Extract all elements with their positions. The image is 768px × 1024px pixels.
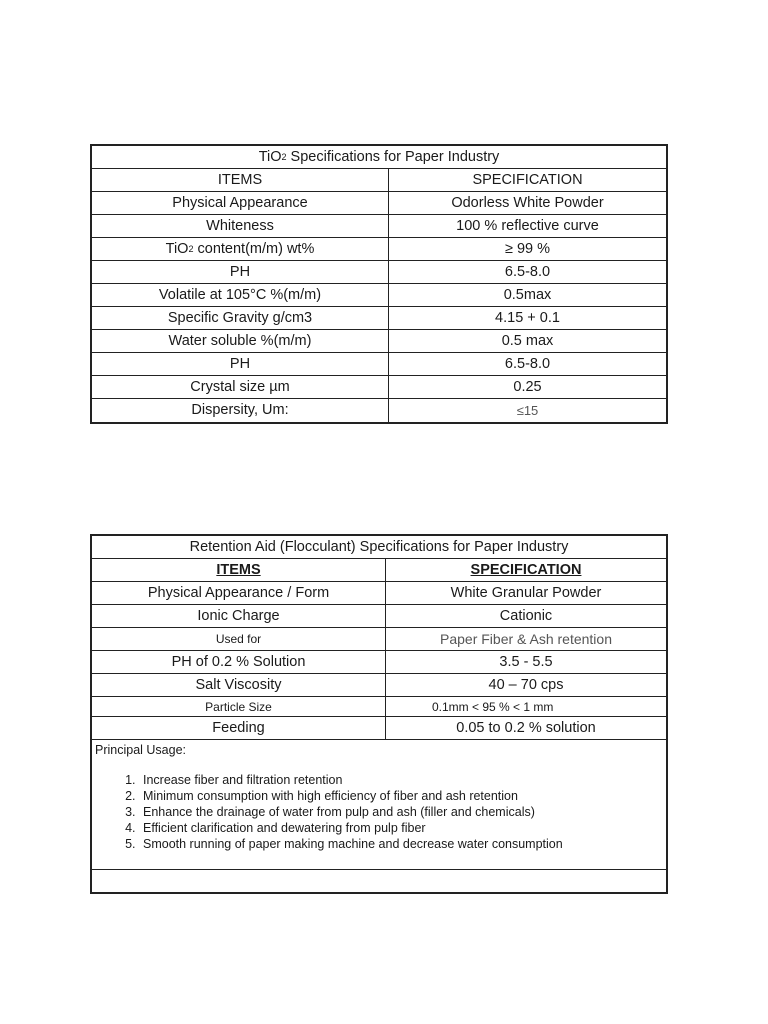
item-cell [92, 238, 389, 260]
specification-header: SPECIFICATION [470, 561, 582, 578]
usage-heading: Principal Usage: [95, 743, 187, 757]
spec-cell: 40 – 70 cps [488, 676, 564, 693]
table-row [92, 399, 666, 422]
item-cell: Dispersity, Um: [92, 399, 389, 422]
table-row [92, 628, 666, 651]
item-cell: PH [92, 353, 389, 375]
list-item: 3. Enhance the drainage of water from pulp and ash (filler and chemicals) [139, 804, 663, 820]
items-header: ITEMS [92, 559, 386, 581]
spec-cell: Paper Fiber & Ash retention [440, 631, 612, 647]
spec-cell: 0.05 to 0.2 % solution [456, 719, 596, 736]
table-row [92, 674, 666, 697]
table-title-row [92, 146, 666, 169]
empty-row [92, 870, 666, 892]
item-cell: PH of 0.2 % Solution [92, 651, 386, 673]
table-row [92, 605, 666, 628]
item-cell: Used for [92, 628, 386, 650]
item-cell: Feeding [92, 717, 386, 739]
spec-cell: Cationic [499, 607, 553, 624]
item-cell: Volatile at 105°C %(m/m) [92, 284, 389, 306]
retention-aid-spec-table [90, 534, 668, 894]
item-suffix: content(m/m) wt% [193, 240, 315, 257]
spec-cell: ≥ 99 % [504, 240, 551, 257]
item-cell: Particle Size [92, 697, 386, 716]
spec-cell: 100 % reflective curve [456, 217, 599, 234]
spec-cell: 0.25 [513, 378, 542, 395]
spec-cell: White Granular Powder [450, 584, 602, 601]
item-cell: Salt Viscosity [92, 674, 386, 696]
table-title-row [92, 536, 666, 559]
table-row [92, 353, 666, 376]
tio2-spec-table [90, 144, 668, 424]
spec-cell: 6.5-8.0 [504, 355, 551, 372]
table-title: Retention Aid (Flocculant) Specifications for Paper Industry [189, 538, 569, 555]
item-cell: Physical Appearance / Form [92, 582, 386, 604]
specification-header: SPECIFICATION [472, 171, 583, 188]
table-row [92, 192, 666, 215]
items-header: ITEMS [92, 169, 389, 191]
table-row [92, 376, 666, 399]
table-row [92, 651, 666, 674]
item-cell: Water soluble %(m/m) [92, 330, 389, 352]
table-row [92, 697, 666, 717]
table-header-row [92, 559, 666, 582]
table-row [92, 582, 666, 605]
table-row [92, 307, 666, 330]
spec-cell: 3.5 - 5.5 [499, 653, 553, 670]
title-prefix: TiO [258, 148, 282, 165]
item-cell: Whiteness [92, 215, 389, 237]
table-row [92, 215, 666, 238]
table-title [92, 146, 666, 168]
item-cell: Crystal size µm [92, 376, 389, 398]
item-prefix: TiO [165, 240, 189, 257]
title-subscript: 2 [281, 151, 287, 162]
list-item: 2. Minimum consumption with high efficiency of fiber and ash retention [139, 788, 663, 804]
spec-cell: 0.5 max [501, 332, 554, 349]
spec-cell: 0.1mm < 95 % < 1 mm [432, 699, 554, 714]
table-row [92, 330, 666, 353]
table-row [92, 261, 666, 284]
list-item: 4. Efficient clarification and dewatering from pulp fiber [139, 820, 663, 836]
list-item: 1. Increase fiber and filtration retention [139, 772, 663, 788]
spec-cell: 6.5-8.0 [504, 263, 551, 280]
item-cell: Specific Gravity g/cm3 [92, 307, 389, 329]
item-cell: Physical Appearance [92, 192, 389, 214]
spec-cell: 4.15 + 0.1 [495, 309, 560, 326]
item-cell: PH [92, 261, 389, 283]
item-subscript: 2 [188, 243, 194, 254]
spec-cell: 0.5max [503, 286, 552, 303]
list-item: 5. Smooth running of paper making machine and decrease water consumption [139, 836, 663, 852]
table-row [92, 717, 666, 740]
item-cell: Ionic Charge [92, 605, 386, 627]
spec-cell: ≤15 [516, 403, 539, 418]
table-header-row [92, 169, 666, 192]
table-row [92, 238, 666, 261]
spec-cell: Odorless White Powder [451, 194, 604, 211]
table-row [92, 284, 666, 307]
title-suffix: Specifications for Paper Industry [286, 148, 500, 165]
usage-list [95, 772, 663, 852]
principal-usage-section [92, 740, 666, 870]
